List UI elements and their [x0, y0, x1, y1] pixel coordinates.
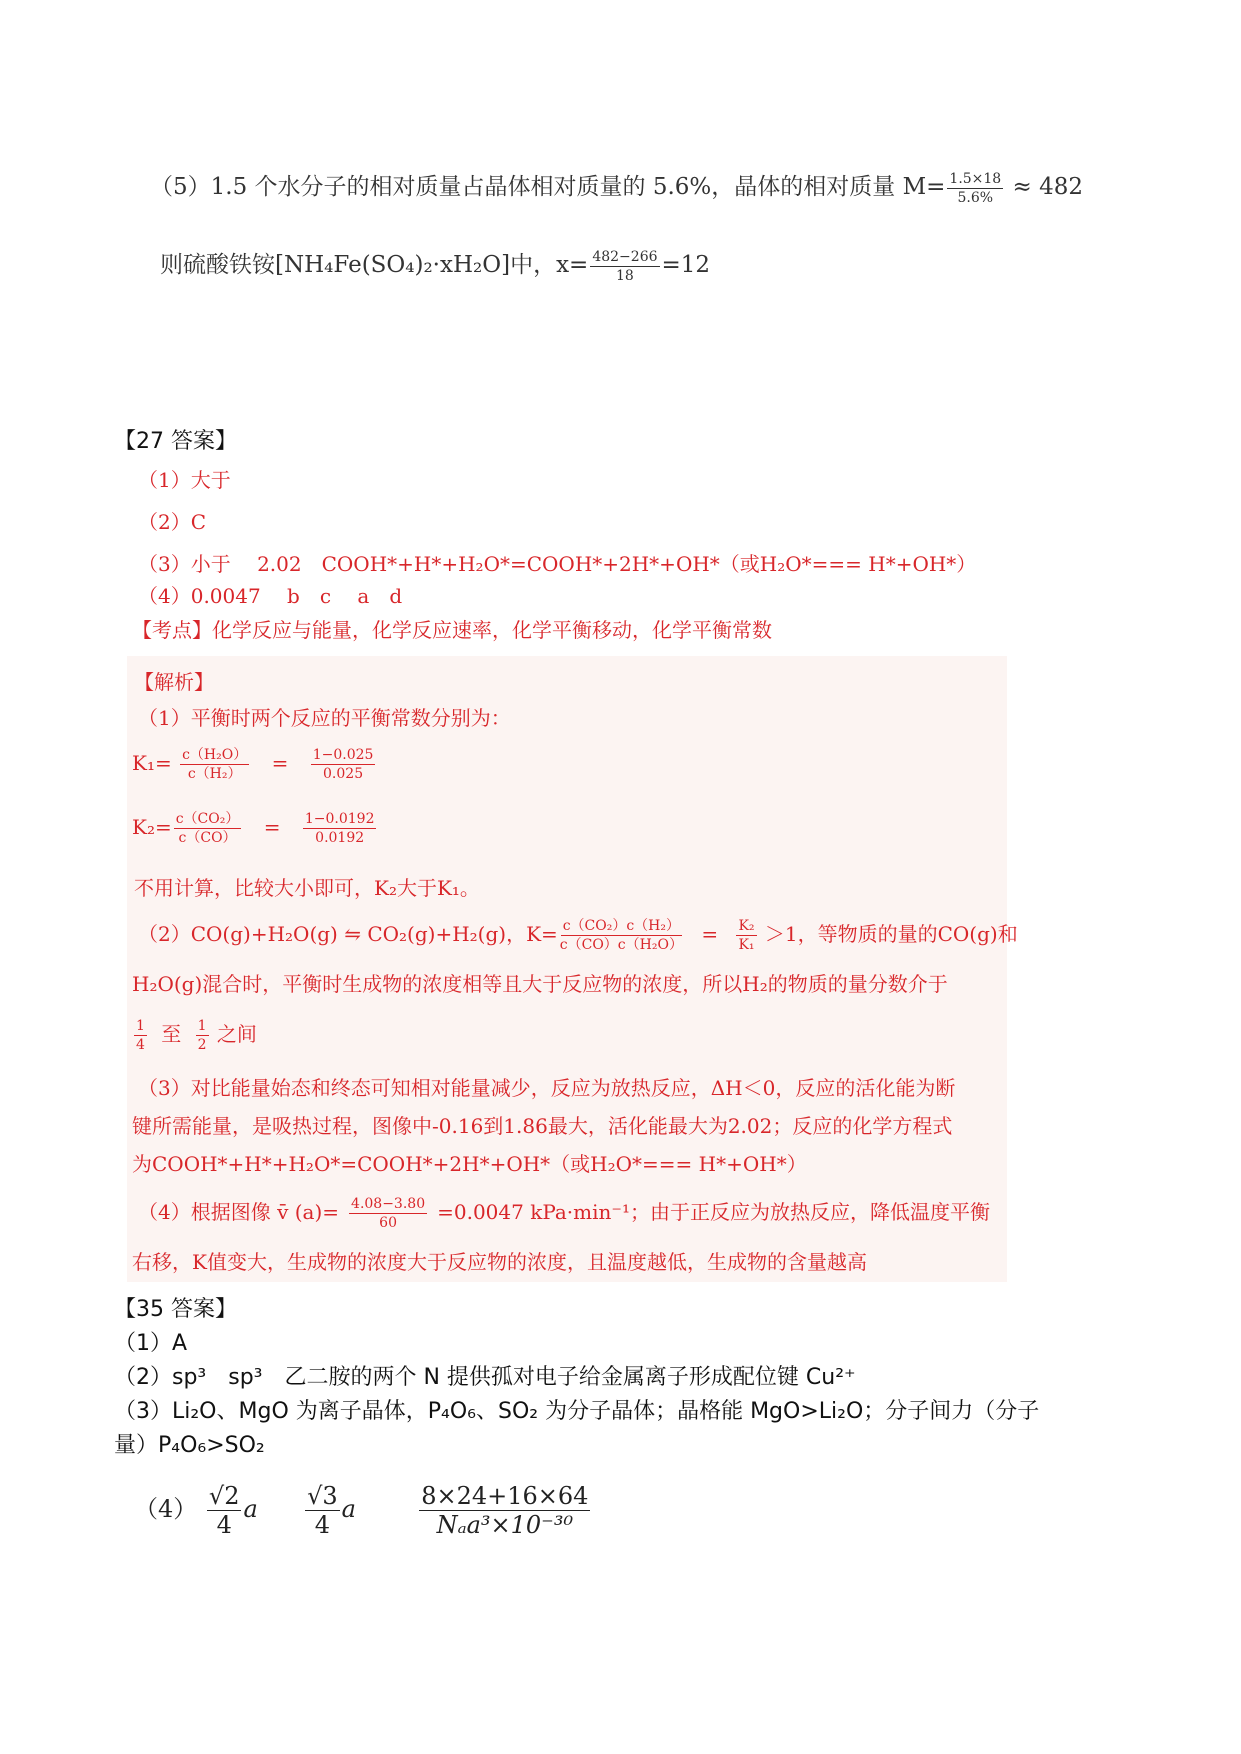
k2-fraction-a	[174, 812, 242, 845]
a27-j1-end: 不用计算，比较大小即可，K₂大于K₁。	[134, 876, 480, 900]
ans4-fraction-sqrt2	[207, 1484, 242, 1537]
ans4-fraction-sqrt3-num: √3	[307, 1482, 338, 1510]
j2-fraction-half	[196, 1019, 209, 1052]
a27-j2-line3	[132, 1018, 257, 1052]
k1-fraction-b-den: 0.025	[323, 766, 364, 782]
k1-equation	[132, 748, 377, 781]
k2-fraction-a-num: c（CO₂）	[175, 811, 240, 827]
q5-fraction-1	[947, 172, 1003, 205]
j2-fraction-quarter-den: 4	[136, 1037, 145, 1053]
k2-fraction-b-num: 1−0.0192	[304, 811, 375, 827]
ans4-fraction-density-den: Nₐa³×10⁻³⁰	[436, 1511, 574, 1539]
a35-answer-4	[134, 1484, 592, 1537]
j4-fraction-den: 60	[379, 1215, 397, 1231]
k1-fraction-b	[311, 748, 376, 781]
a27-j2-mid: 至	[161, 1022, 182, 1046]
a35-answer-3-line1: （3）Li₂O、MgO 为离子晶体，P₄O₆、SO₂ 为分子晶体；晶格能 MgO>Li₂O；分子间力（分子	[114, 1399, 1040, 1424]
ans4-fraction-sqrt3-den: 4	[314, 1511, 330, 1539]
a27-heading: 【27 答案】	[114, 429, 237, 454]
q5-fraction-2-num: 482−266	[592, 248, 658, 265]
q5-fraction-2	[590, 250, 659, 283]
q5-line1	[150, 168, 1083, 205]
j4-fraction	[349, 1197, 427, 1230]
k1-fraction-a	[180, 748, 249, 781]
a27-j1: （1）平衡时两个反应的平衡常数分别为：	[138, 706, 511, 730]
ans4-var-a1: a	[243, 1495, 258, 1523]
a27-j3-line3: 为COOH*+H*+H₂O*=COOH*+2H*+OH*（或H₂O*=== H*+OH*）	[132, 1152, 807, 1176]
j2-fraction-half-den: 2	[197, 1037, 207, 1053]
q5-fraction-2-den: 18	[616, 267, 634, 284]
k1-fraction-a-num: c（H₂O）	[182, 747, 248, 763]
q5-fraction-1-den: 5.6%	[957, 189, 994, 206]
k2-fraction-a-den: c（CO）	[178, 830, 237, 846]
a35-answer-2: （2）sp³ sp³ 乙二胺的两个 N 提供孤对电子给金属离子形成配位键 Cu²⁺	[114, 1365, 856, 1390]
a27-j4-suffix: =0.0047 kPa·min⁻¹；由于正反应为放热反应，降低温度平衡	[437, 1200, 990, 1224]
j2-fraction-half-num: 1	[197, 1018, 207, 1034]
j2-fraction-quarter-num: 1	[136, 1018, 145, 1034]
k1-equals: =	[271, 751, 289, 775]
q5-line2	[160, 246, 710, 283]
a35-heading: 【35 答案】	[114, 1297, 237, 1322]
k2-equals: =	[263, 815, 281, 839]
a27-j2-line2: H₂O(g)混合时，平衡时生成物的浓度相等且大于反应物的浓度，所以H₂的物质的量分数介于	[132, 972, 948, 996]
j2-fraction-b-num: K₂	[738, 918, 755, 934]
a27-answer-2: （2）C	[138, 510, 207, 534]
j2-fraction-quarter	[134, 1019, 147, 1052]
a27-kaodian: 【考点】化学反应与能量，化学反应速率，化学平衡移动，化学平衡常数	[132, 618, 772, 642]
a35-answer-3-line2: 量）P₄O₆>SO₂	[114, 1433, 265, 1458]
a27-answer-3: （3）小于 2.02 COOH*+H*+H₂O*=COOH*+2H*+OH*（或H₂O*=== H*+OH*）	[138, 552, 977, 576]
k2-equation	[132, 812, 378, 845]
a27-j2-prefix: （2）CO(g)+H₂O(g) ⇋ CO₂(g)+H₂(g)，K=	[138, 922, 558, 946]
a27-j2-line1	[138, 918, 1018, 952]
q5-line1-suffix: ≈ 482	[1012, 174, 1084, 200]
j2-fraction-b	[736, 919, 756, 952]
ans4-fraction-density	[419, 1484, 590, 1537]
j4-fraction-num: 4.08−3.80	[351, 1196, 426, 1212]
a27-j3-line2: 键所需能量，是吸热过程，图像中-0.16到1.86最大，活化能最大为2.02；反应的化学方程式	[132, 1114, 953, 1138]
ans4-var-a2: a	[341, 1495, 356, 1523]
q5-line2-suffix: =12	[661, 252, 711, 278]
q5-line1-prefix: （5）1.5 个水分子的相对质量占晶体相对质量的 5.6%，晶体的相对质量 M=	[150, 174, 946, 200]
a35-answer-1: （1）A	[114, 1331, 188, 1356]
a35-ans4-label: （4）	[134, 1495, 198, 1523]
a27-jiexi: 【解析】	[134, 670, 214, 694]
k2-label: K₂=	[132, 815, 172, 839]
j2-fraction-a-num: c（CO₂）c（H₂）	[562, 918, 681, 934]
j2-fraction-b-den: K₁	[738, 937, 755, 953]
a27-j4-line2: 右移，K值变大，生成物的浓度大于反应物的浓度，且温度越低，生成物的含量越高	[132, 1250, 867, 1274]
k2-fraction-b-den: 0.0192	[315, 830, 365, 846]
a27-j2-end: 之间	[216, 1022, 257, 1046]
k1-fraction-a-den: c（H₂）	[187, 766, 242, 782]
a27-j2-suffix: ＞1，等物质的量的CO(g)和	[764, 922, 1018, 946]
k2-fraction-b	[303, 812, 377, 845]
j2-fraction-a-den: c（CO）c（H₂O）	[559, 937, 683, 953]
a27-j4-prefix: （4）根据图像 v̄ (a)=	[138, 1200, 340, 1224]
j2-fraction-a	[560, 919, 683, 952]
ans4-fraction-sqrt3	[305, 1484, 340, 1537]
ans4-fraction-density-num: 8×24+16×64	[421, 1482, 589, 1510]
a27-j4-line1	[138, 1196, 990, 1230]
k1-fraction-b-num: 1−0.025	[312, 747, 374, 763]
j2-equals: =	[701, 922, 719, 946]
q5-line2-prefix: 则硫酸铁铵[NH₄Fe(SO₄)₂·xH₂O]中，x=	[160, 252, 589, 278]
a27-j3-line1: （3）对比能量始态和终态可知相对能量减少，反应为放热反应，ΔH＜0，反应的活化能为断	[138, 1076, 956, 1100]
ans4-fraction-sqrt2-num: √2	[208, 1482, 240, 1510]
ans4-fraction-sqrt2-den: 4	[216, 1511, 232, 1539]
q5-fraction-1-num: 1.5×18	[949, 170, 1002, 187]
k1-label: K₁=	[132, 751, 172, 775]
a27-answer-1: （1）大于	[138, 468, 231, 492]
a27-answer-4: （4）0.0047 b c a d	[138, 584, 403, 608]
